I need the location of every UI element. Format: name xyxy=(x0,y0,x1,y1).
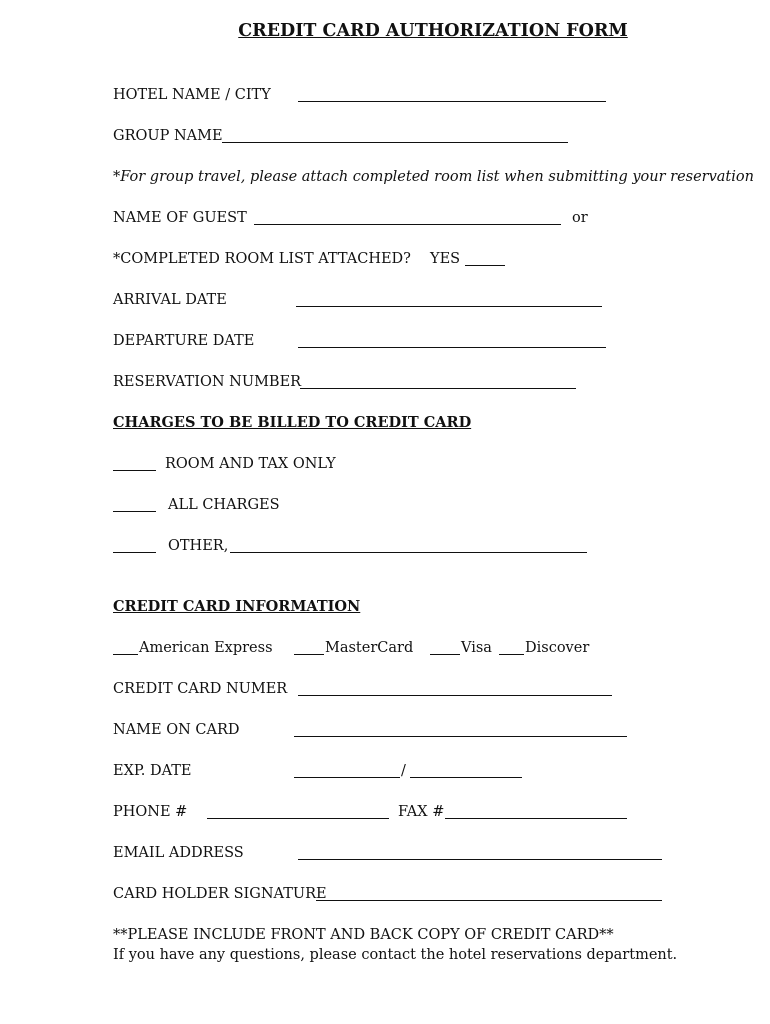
amex-checkline[interactable] xyxy=(113,654,138,655)
reservation-number-line[interactable] xyxy=(300,388,576,389)
name-of-guest-label: NAME OF GUEST xyxy=(113,210,247,226)
yes-line[interactable] xyxy=(465,265,505,266)
room-list-attached-label: *COMPLETED ROOM LIST ATTACHED? xyxy=(113,251,411,267)
signature-label: CARD HOLDER SIGNATURE xyxy=(113,886,327,902)
group-travel-note: *For group travel, please attach completed room list when submitting your reservation xyxy=(113,169,754,185)
form-title: CREDIT CARD AUTHORIZATION FORM xyxy=(238,21,628,41)
or-label: or xyxy=(572,210,588,226)
fax-label: FAX # xyxy=(398,804,445,820)
hotel-name-city-line[interactable] xyxy=(298,101,606,102)
name-on-card-line[interactable] xyxy=(294,736,627,737)
amex-label: American Express xyxy=(139,640,273,656)
footer-questions: If you have any questions, please contact the hotel reservations department. xyxy=(113,947,678,963)
other-line[interactable] xyxy=(230,552,587,553)
credit-card-number-line[interactable] xyxy=(298,695,612,696)
room-and-tax-label: ROOM AND TAX ONLY xyxy=(165,456,336,472)
visa-checkline[interactable] xyxy=(430,654,460,655)
discover-label: Discover xyxy=(525,640,590,656)
group-name-label: GROUP NAME xyxy=(113,128,223,144)
discover-checkline[interactable] xyxy=(499,654,524,655)
phone-label: PHONE # xyxy=(113,804,188,820)
yes-label: YES xyxy=(430,251,461,267)
mastercard-checkline[interactable] xyxy=(294,654,324,655)
email-label: EMAIL ADDRESS xyxy=(113,845,244,861)
phone-line[interactable] xyxy=(207,818,389,819)
group-name-line[interactable] xyxy=(222,142,568,143)
reservation-number-label: RESERVATION NUMBER xyxy=(113,374,302,390)
other-checkline[interactable] xyxy=(113,552,156,553)
exp-date-separator: / xyxy=(401,763,406,779)
exp-month-line[interactable] xyxy=(294,777,400,778)
other-label: OTHER, xyxy=(168,538,229,554)
name-on-card-label: NAME ON CARD xyxy=(113,722,240,738)
email-line[interactable] xyxy=(298,859,662,860)
signature-line[interactable] xyxy=(316,900,662,901)
exp-year-line[interactable] xyxy=(410,777,522,778)
visa-label: Visa xyxy=(461,640,492,656)
footer-include-copy: **PLEASE INCLUDE FRONT AND BACK COPY OF CREDIT CARD** xyxy=(113,927,614,943)
exp-date-label: EXP. DATE xyxy=(113,763,192,779)
all-charges-label: ALL CHARGES xyxy=(168,497,280,513)
room-and-tax-checkline[interactable] xyxy=(113,470,156,471)
departure-date-line[interactable] xyxy=(298,347,606,348)
credit-card-number-label: CREDIT CARD NUMER xyxy=(113,681,288,697)
card-info-heading: CREDIT CARD INFORMATION xyxy=(113,598,361,615)
arrival-date-line[interactable] xyxy=(296,306,602,307)
name-of-guest-line[interactable] xyxy=(254,224,561,225)
fax-line[interactable] xyxy=(445,818,627,819)
hotel-name-city-label: HOTEL NAME / CITY xyxy=(113,87,271,103)
mastercard-label: MasterCard xyxy=(325,640,414,656)
all-charges-checkline[interactable] xyxy=(113,511,156,512)
charges-heading: CHARGES TO BE BILLED TO CREDIT CARD xyxy=(113,414,472,431)
departure-date-label: DEPARTURE DATE xyxy=(113,333,255,349)
arrival-date-label: ARRIVAL DATE xyxy=(113,292,227,308)
